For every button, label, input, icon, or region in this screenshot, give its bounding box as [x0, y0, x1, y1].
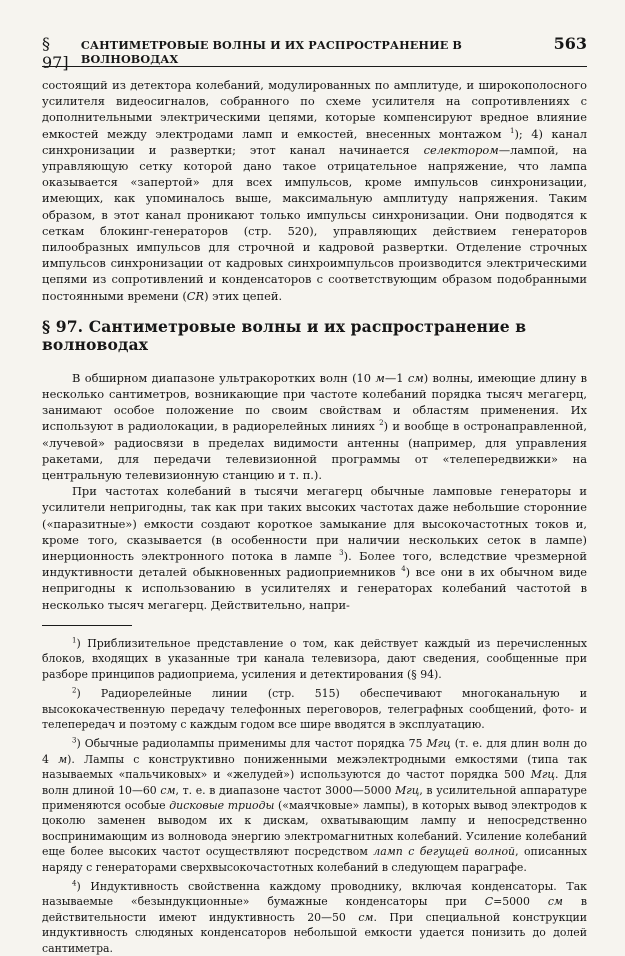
- footnote-1: $^1$) Приблизительное представление о том, как действует каждый из перечисленных блоков, входящих в указанные три канала телевизора, дают сведения, сообщенные при разборе принципов радиоприема, усиления и детектирования (§ 94).: [42, 636, 587, 681]
- footnote-3: $^3$) Обычные радиолампы применимы для частот порядка 75 Мгц (т. е. для длин волн до 4 м). Лампы с конструктивно пониженными межэлектродными емкостями (типа так называемых «пальчиковых» и «желудей») используются до частот порядка 500 Мгц. Для волн длиной 10—60 см, т. е. в диапазоне частот 3000—5000 Мгц, в усилительной аппаратуре применяются особые дисковые триоды («маячковые» лампы), в которых вывод электродов к цоколю заменен выводом их к дискам, охватывающим лампу и непосредственно воспринимающим из волновода энергию электромагнитных колебаний. Усиление колебаний еще более высоких частот осуществляют посредством ламп с бегущей волной, описанных наряду с генераторами сверхвысокочастотных колебаний в следующем параграфе.: [42, 736, 588, 874]
- header-title: САНТИМЕТРОВЫЕ ВОЛНЫ И ИХ РАСПРОСТРАНЕНИЕ В ВОЛНОВОДАХ: [80, 38, 462, 66]
- footnote-2: $^2$) Радиорелейные линии (стр. 515) обеспечивают многоканальную и высококачественную передачу телефонных переговоров, телеграфных сообщений, фото- и телепередач и поэтому с каждым годом все шире вводятся в эксплуатацию.: [42, 686, 587, 731]
- footnote-4: $^4$) Индуктивность свойственна каждому проводнику, включая конденсаторы. Так называемые «безындукционные» бумажные конденсаторы при C=5000 см в действительности имеют индуктивность 20—50 см. При специальной конструкции индуктивность слюдяных конденсаторов небольшой емкости удается понизить до долей сантиметра.: [42, 879, 587, 955]
- footnote-ref-4[interactable]: 4: [401, 565, 406, 574]
- footnote-ref-3[interactable]: 3: [339, 549, 344, 558]
- footnote-rule: [42, 625, 132, 626]
- page-number: 563: [553, 34, 587, 53]
- footnote-ref-1[interactable]: 1: [510, 126, 515, 135]
- header-section-ref: § 97]: [42, 34, 69, 72]
- running-head: [42, 34, 587, 72]
- intro-paragraph: состоящий из детектора колебаний, модулированных по амплитуде, и широкополосного усилителя видеосигналов, собранного по схеме усилителя на сопротивлениях с дополнительными электрическими цепями, которые компенсируют вредное влияние емкостей между электродами ламп и емкостей, внесенных монтажом $^1$); 4) канал синхронизации и развертки; этот канал начинается селектором—лампой, на управляющую сетку которой дано такое отрицательное напряжение, что лампа оказывается «запертой» для всех импульсов, кроме импульсов синхронизации, имеющих, как упоминалось выше, максимальную амплитуду напряжения. Таким образом, в этот канал проникают только импульсы синхронизации. Они подводятся к сеткам блокинг-генераторов (стр. 520), управляющих действием генераторов пилообразных импульсов для строчной и кадровой развертки. Отделение строчных импульсов синхронизации от кадровых синхроимпульсов производится электрическими цепями из сопротивлений и конденсаторов с соответствующим образом подобранными постоянными времени (CR) этих цепей.: [42, 78, 588, 303]
- header-rule: [42, 66, 587, 67]
- body-paragraph-2: При частотах колебаний в тысячи мегагерц обычные ламповые генераторы и усилители непригодны, так как при таких высоких частотах даже небольшие сторонние («паразитные») емкости создают короткое замыкание для высокочастотных токов и, кроме того, сказывается (в особенности при наличии нескольких сеток в лампе) инерционность электронного потока в лампе $^3$). Более того, вследствие чрезмерной индуктивности деталей обыкновенных радиоприемников $^4$) все они в их обычном виде непригодны к использованию в усилителях и генераторах колебаний частотой в несколько тысяч мегагерц. Действительно, напри-: [42, 484, 587, 612]
- footnote-ref-2[interactable]: 2: [379, 419, 384, 428]
- body-paragraph-1: В обширном диапазоне ультракоротких волн (10 м—1 см) волны, имеющие длину в несколько сантиметров, возникающие при частоте колебаний порядка тысяч мегагерц, занимают особое положение по своим свойствам и областям применения. Их используют в радиолокации, в радиорелейных линиях $^2$) и вообще в остронаправленной, «лучевой» радиосвязи в пределах видимости антенны (например, для управления ракетами, для передачи телевизионной программы от «телепередвижки» на центральную телевизионную станцию и т. п.).: [42, 370, 588, 483]
- section-heading: § 97. Сантиметровые волны и их распространение в волноводах: [42, 316, 527, 354]
